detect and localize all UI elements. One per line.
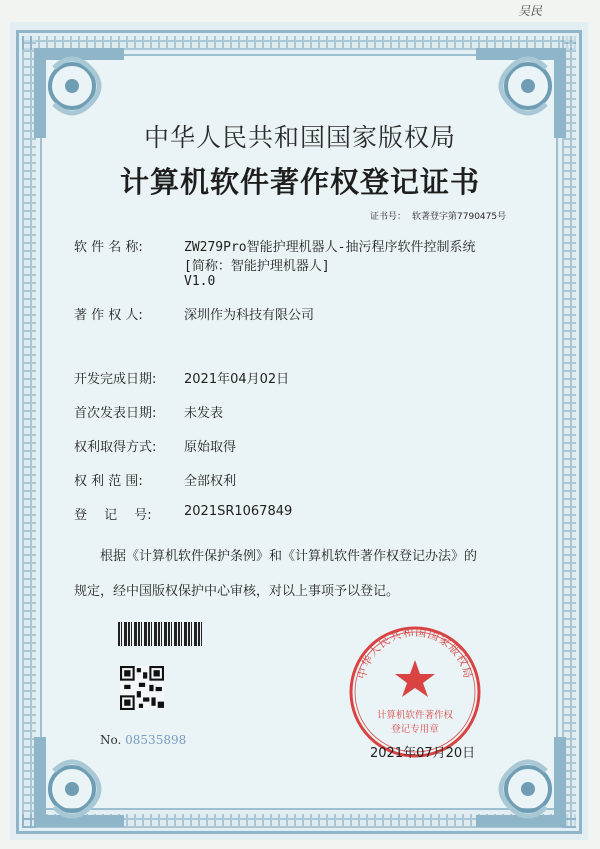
official-seal-icon xyxy=(345,622,485,762)
certificate-number-value: 软著登字第7790475号 xyxy=(412,212,507,222)
serial-value: 08535898 xyxy=(125,733,187,747)
issue-date: 2021年07月20日 xyxy=(370,746,476,761)
meander-border-left xyxy=(22,36,36,828)
field-value: 原始取得 xyxy=(184,440,237,455)
handwritten-note: 吴民 xyxy=(518,4,543,18)
field-label: 登 记 号: xyxy=(74,508,152,523)
field-label: 开发完成日期: xyxy=(74,372,157,387)
software-version: V1.0 xyxy=(184,274,216,289)
certificate-title: 计算机软件著作权登记证书 xyxy=(119,165,480,199)
issuing-authority: 中华人民共和国国家版权局 xyxy=(143,123,456,152)
svg-text:中华人民共和国国家版权局: 中华人民共和国国家版权局 xyxy=(355,625,475,681)
qr-code-icon xyxy=(120,666,164,710)
meander-border-right xyxy=(562,36,576,828)
field-value: 未发表 xyxy=(184,406,224,421)
barcode-icon xyxy=(118,622,204,646)
field-label: 权 利 范 围: xyxy=(74,474,143,489)
svg-text:登记专用章: 登记专用章 xyxy=(391,724,439,735)
statement-line1: 根据《计算机软件保护条例》和《计算机软件著作权登记办法》的 xyxy=(100,549,478,564)
software-name-line2: [简称：智能护理机器人] xyxy=(184,259,330,274)
serial-number xyxy=(100,733,186,747)
certificate-number-label: 证书号： xyxy=(370,212,407,222)
field-value: 全部权利 xyxy=(184,474,237,489)
serial-prefix: No. xyxy=(100,733,122,747)
field-label: 软 件 名 称: xyxy=(74,240,143,255)
svg-text:计算机软件著作权: 计算机软件著作权 xyxy=(376,710,454,721)
certificate-number xyxy=(370,209,512,222)
field-value: 2021年04月02日 xyxy=(184,372,290,387)
field-label: 权利取得方式: xyxy=(74,440,157,455)
field-label: 著 作 权 人: xyxy=(74,308,143,323)
field-value: 深圳作为科技有限公司 xyxy=(184,308,315,323)
statement-line2: 规定，经中国版权保护中心审核，对以上事项予以登记。 xyxy=(74,584,400,599)
software-name-line1: ZW279Pro智能护理机器人-抽污程序软件控制系统 xyxy=(184,240,476,255)
field-label: 首次发表日期: xyxy=(74,406,157,421)
field-value: 2021SR1067849 xyxy=(184,504,293,519)
